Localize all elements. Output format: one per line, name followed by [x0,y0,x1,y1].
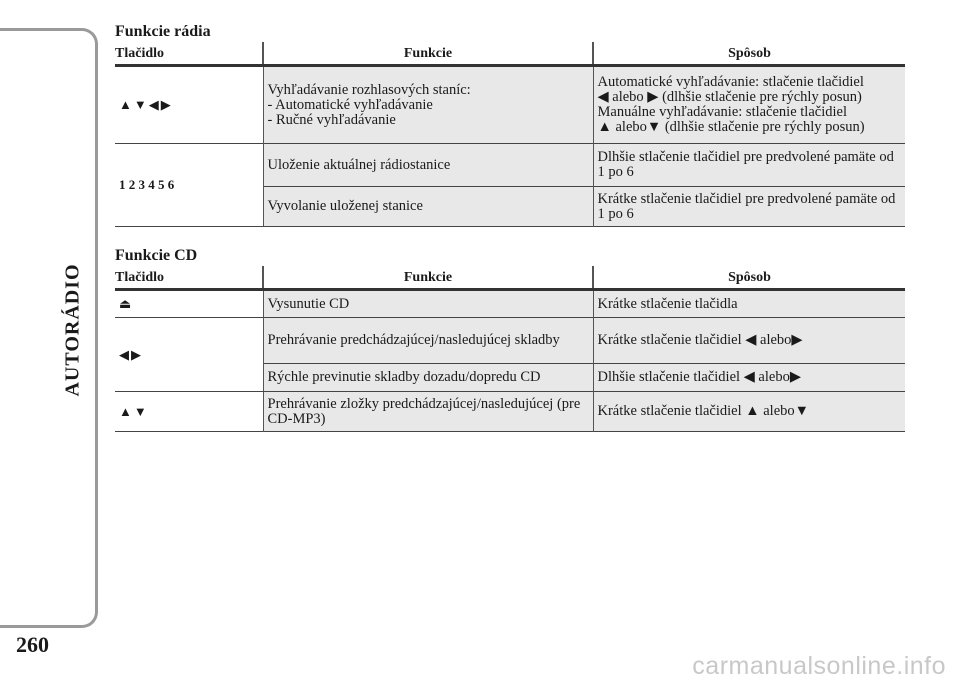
row-function: Uloženie aktuálnej rádiostanice [263,144,593,187]
row-function: Rýchle previnutie skladby dozadu/dopredu CD [263,364,593,392]
table-row [115,392,905,432]
row-method: Krátke stlačenie tlačidiel ◀ alebo▶ [593,318,905,364]
radio-section-title: Funkcie rádia [115,23,211,40]
radio-header-row [115,42,905,66]
radio-section [115,22,905,227]
method-line: Manuálne vyhľadávanie: stlačenie tlačidiel [597,104,847,120]
cd-table [115,266,905,432]
function-line: - Automatické vyhľadávanie [267,96,433,113]
method-line: ◀ alebo ▶ (dlhšie stlačenie pre rýchly posun) [597,89,862,105]
row-button [115,144,263,227]
row-method: Dlhšie stlačenie tlačidiel pre predvolené pamäte od 1 po 6 [593,144,905,187]
left-right-arrows-icon: ◀▶ [119,346,143,362]
row-function: Vysunutie CD [263,290,593,318]
header-function: Funkcie [263,266,593,290]
method-line: Automatické vyhľadávanie: stlačenie tlačidiel [597,74,864,90]
table-row [115,290,905,318]
table-row [115,66,905,144]
row-function: Vyvolanie uloženej stanice [263,187,593,227]
preset-buttons: 1 2 3 4 5 6 [119,177,175,192]
header-button: Tlačidlo [115,269,165,285]
chapter-label: AUTORÁDIO [61,263,84,397]
cd-section [115,246,905,432]
row-button [115,290,263,318]
row-method: Dlhšie stlačenie tlačidiel ◀ alebo▶ [593,364,905,392]
row-function: Prehrávanie zložky predchádzajúcej/nasledujúcej (pre CD-MP3) [263,392,593,432]
function-line: Vyhľadávanie rozhlasových staníc: [267,81,471,98]
row-button [115,66,263,144]
cd-section-title: Funkcie CD [115,247,198,264]
row-method: Krátke stlačenie tlačidiel ▲ alebo▼ [593,392,905,432]
header-method: Spôsob [593,42,905,66]
row-function: Prehrávanie predchádzajúcej/nasledujúcej skladby [263,318,593,364]
row-method [593,66,905,144]
up-down-arrows-icon: ▲▼ [119,403,149,419]
table-row [115,318,905,364]
row-method: Krátke stlačenie tlačidiel pre predvolené pamäte od 1 po 6 [593,187,905,227]
radio-table [115,42,905,227]
row-method: Krátke stlačenie tlačidla [593,290,905,318]
row-button [115,392,263,432]
table-row [115,144,905,187]
cd-header-row [115,266,905,290]
eject-icon: ⏏ [119,296,134,311]
header-button: Tlačidlo [115,45,165,61]
method-line: ▲ alebo▼ (dlhšie stlačenie pre rýchly posun) [597,119,865,135]
page-number: 260 [16,632,49,657]
arrow-keys-icon: ▲▼◀▶ [119,97,173,112]
row-function [263,66,593,144]
watermark: carmanualsonline.info [692,652,946,680]
function-line: - Ručné vyhľadávanie [267,111,396,128]
header-function: Funkcie [263,42,593,66]
header-method: Spôsob [593,266,905,290]
row-button [115,318,263,392]
